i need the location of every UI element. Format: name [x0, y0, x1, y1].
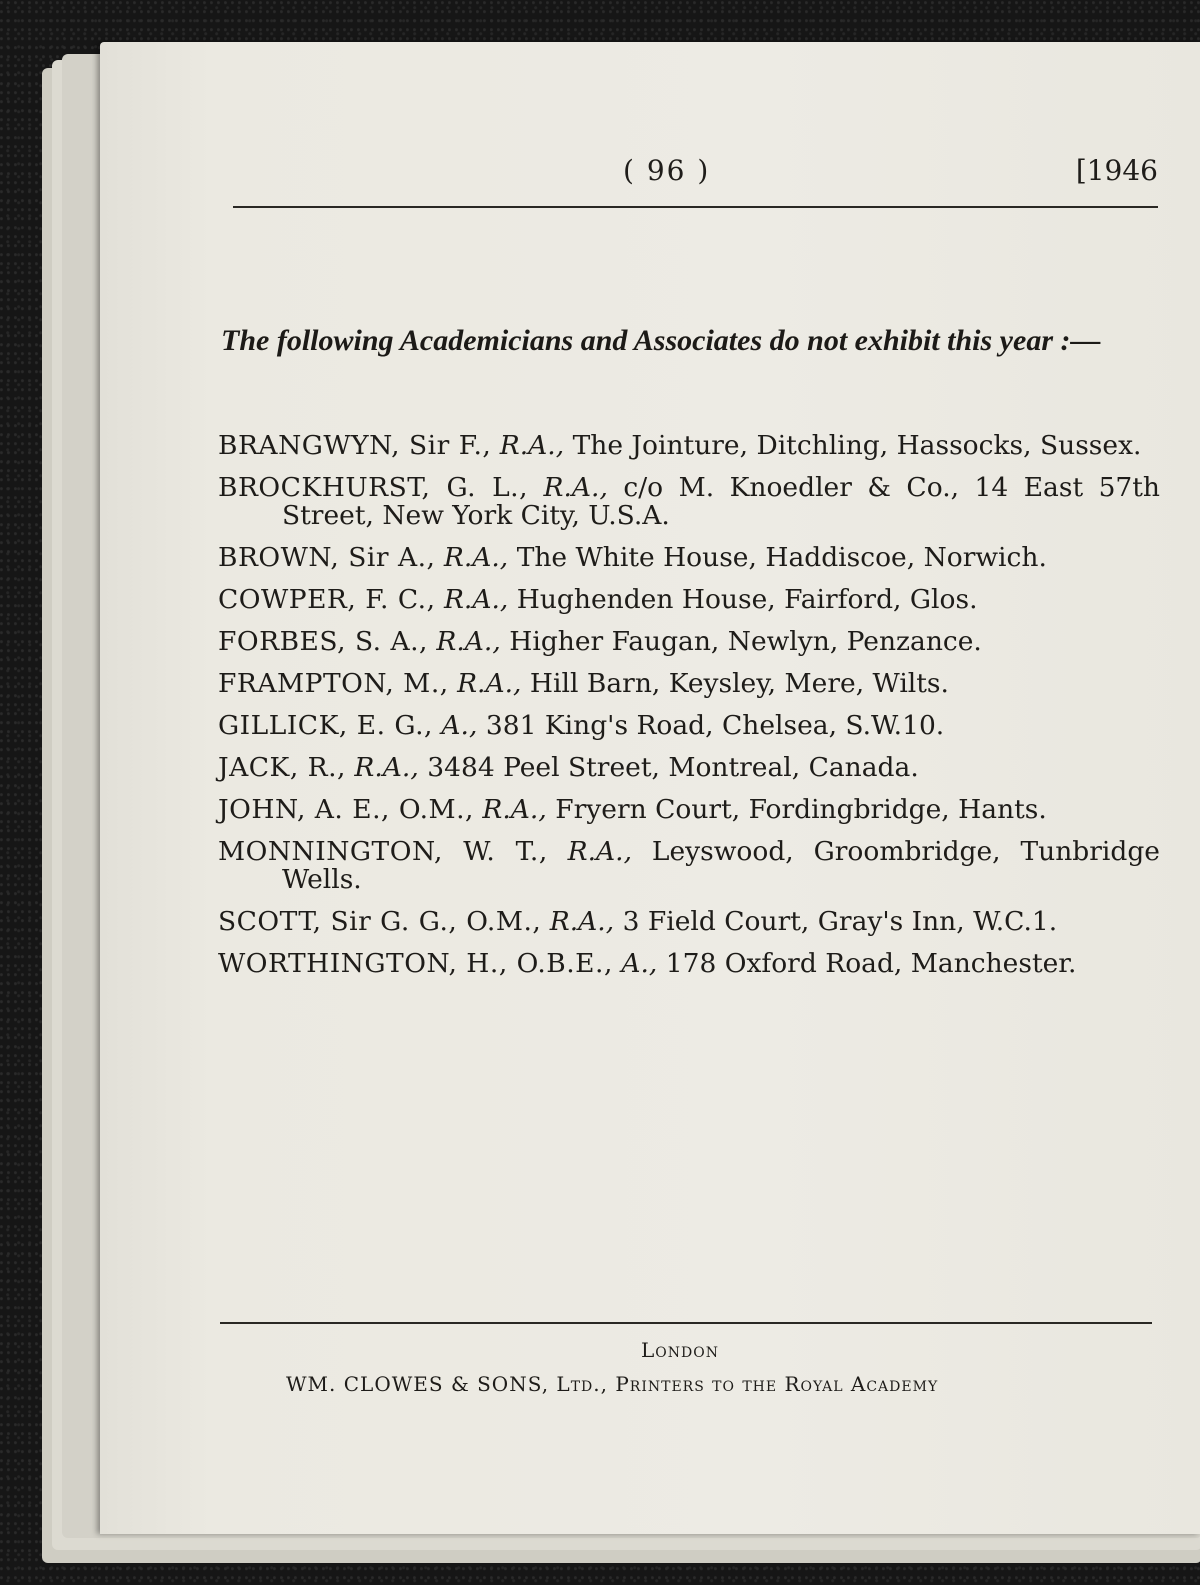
member-address: 178 Oxford Road, Manchester.: [665, 948, 1077, 979]
member-rank: A.,: [441, 710, 478, 741]
member-address: The White House, Haddiscoe, Norwich.: [516, 542, 1047, 573]
member-rank: A.,: [621, 948, 658, 979]
member-rank: R.A.,: [443, 584, 509, 615]
list-item: [218, 838, 1160, 894]
member-rank: R.A.,: [457, 668, 522, 699]
member-name: JOHN, A. E., O.M.,: [218, 794, 474, 825]
member-name: BROWN, Sir A.,: [218, 542, 436, 573]
member-name: BRANGWYN, Sir F.,: [218, 430, 492, 461]
imprint-printer: WM. CLOWES & SONS, Ltd., Printers to the Royal Academy: [286, 1372, 939, 1396]
list-item: [218, 586, 1160, 614]
member-name: JACK, R.,: [218, 752, 346, 783]
list-item: [218, 712, 1160, 740]
imprint-city: London: [641, 1338, 719, 1362]
member-rank: R.A.,: [443, 542, 509, 573]
header-rule: [233, 206, 1158, 208]
member-address: 3 Field Court, Gray's Inn, W.C.1.: [622, 906, 1058, 937]
list-item: [218, 908, 1160, 936]
list-item: [218, 670, 1160, 698]
list-item: [218, 950, 1160, 978]
member-rank: R.A.,: [567, 836, 633, 867]
member-address: The Jointure, Ditchling, Hassocks, Sussex.: [572, 430, 1142, 461]
member-name: WORTHINGTON, H., O.B.E.,: [218, 948, 613, 979]
member-name: COWPER, F. C.,: [218, 584, 436, 615]
member-name: MONNINGTON, W. T.,: [218, 836, 548, 867]
member-name: FORBES, S. A.,: [218, 626, 428, 657]
list-item: [218, 628, 1160, 656]
list-item: [218, 432, 1160, 460]
member-rank: R.A.,: [354, 752, 419, 783]
member-rank: R.A.,: [436, 626, 501, 657]
member-address: Higher Faugan, Newlyn, Penzance.: [509, 626, 982, 657]
member-address: Hughenden House, Fairford, Glos.: [516, 584, 978, 615]
section-title: The following Academicians and Associates do not exhibit this year :—: [221, 324, 1101, 357]
list-item: [218, 544, 1160, 572]
list-item: [218, 474, 1160, 530]
member-address: c/o M. Knoedler & Co., 14 East 57th Street, New York City, U.S.A.: [282, 472, 1160, 531]
member-rank: R.A.,: [543, 472, 608, 503]
member-name: FRAMPTON, M.,: [218, 668, 449, 699]
member-rank: R.A.,: [482, 794, 547, 825]
member-name: BROCKHURST, G. L.,: [218, 472, 529, 503]
member-address: 381 King's Road, Chelsea, S.W.10.: [485, 710, 945, 741]
header-year: [1946: [1075, 154, 1158, 187]
list-item: [218, 754, 1160, 782]
imprint-rule: [220, 1322, 1152, 1324]
member-address: Leyswood, Groombridge, Tunbridge Wells.: [282, 836, 1160, 895]
member-name: GILLICK, E. G.,: [218, 710, 433, 741]
member-rank: R.A.,: [549, 906, 615, 937]
list-item: [218, 796, 1160, 824]
member-address: 3484 Peel Street, Montreal, Canada.: [427, 752, 919, 783]
member-address: Hill Barn, Keysley, Mere, Wilts.: [529, 668, 949, 699]
page-number: ( 96 ): [623, 154, 711, 187]
member-rank: R.A.,: [499, 430, 565, 461]
member-address: Fryern Court, Fordingbridge, Hants.: [555, 794, 1047, 825]
running-header: [233, 150, 1158, 206]
member-name: SCOTT, Sir G. G., O.M.,: [218, 906, 542, 937]
member-list: [218, 432, 1160, 992]
